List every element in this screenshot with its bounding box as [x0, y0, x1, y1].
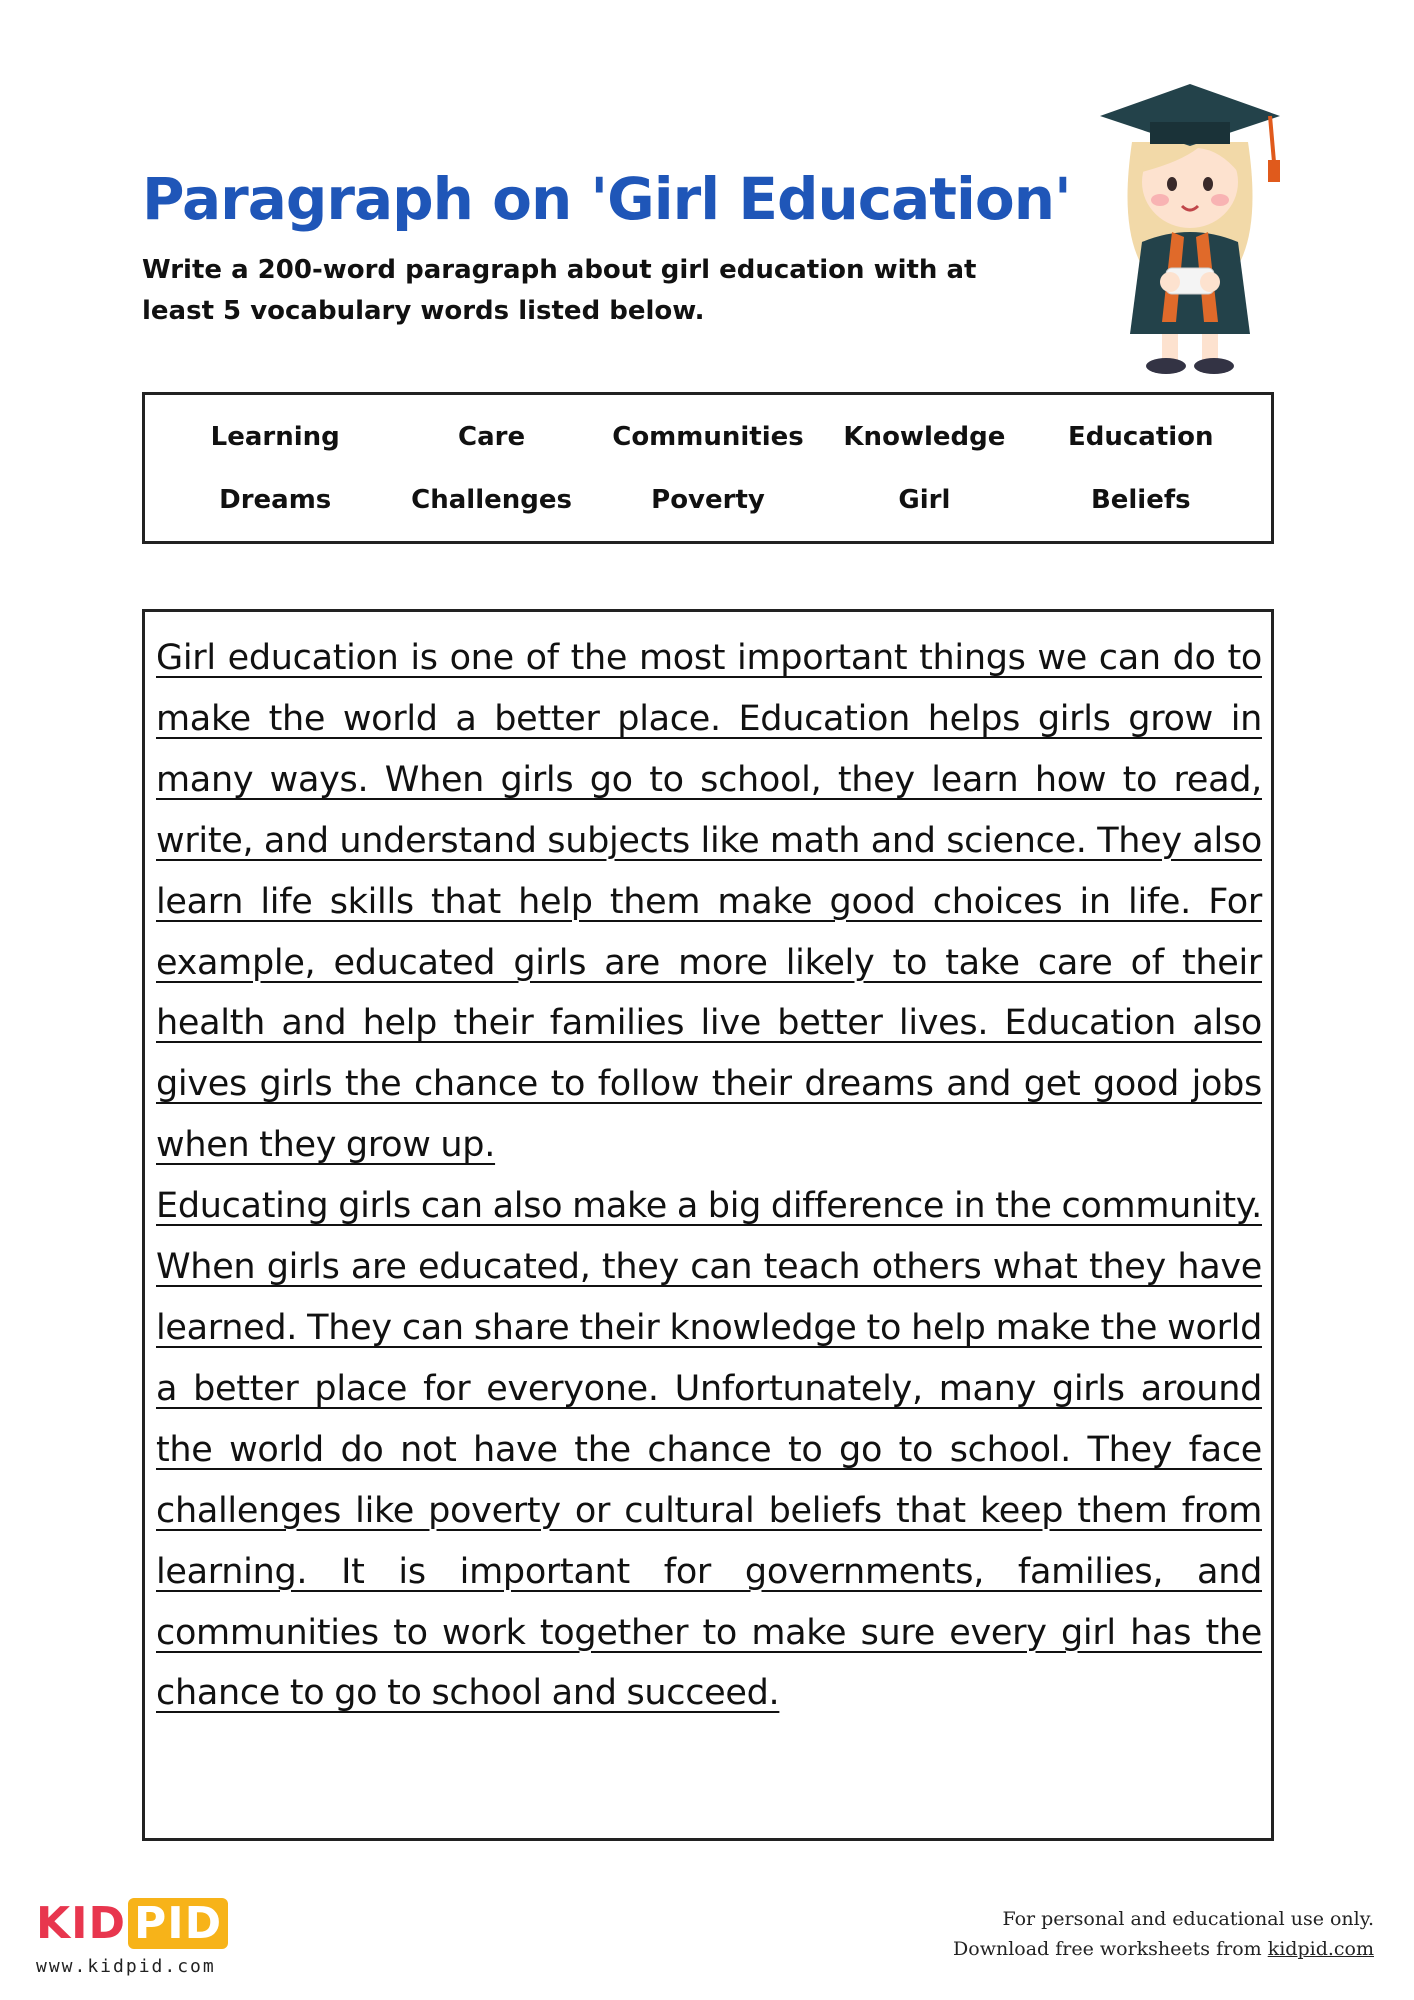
vocabulary-box — [142, 392, 1274, 544]
footer-line-2-prefix: Download free worksheets from — [953, 1938, 1262, 1960]
footer-note — [953, 1904, 1374, 1964]
vocab-word: Poverty — [651, 484, 765, 515]
vocab-word: Care — [458, 421, 526, 452]
vocab-word: Girl — [898, 484, 951, 515]
page-title: Paragraph on 'Girl Education' — [142, 165, 1071, 233]
paragraph-1: Girl education is one of the most important things we can do to make the world a better place. Education helps girls grow in many ways. When girls go to school, they learn how to read, write, and understand subjects like math and science. They also learn life skills that help them make good choices in life. For example, educated girls are more likely to take care of their health and help their families live better lives. Education also gives girls the chance to follow their dreams and get good jobs when they grow up. — [156, 638, 1262, 1166]
vocab-word: Challenges — [411, 484, 572, 515]
vocab-word: Learning — [210, 421, 340, 452]
footer-line-2 — [953, 1934, 1374, 1964]
website-url[interactable]: www.kidpid.com — [36, 1956, 216, 1977]
vocab-word: Education — [1068, 421, 1214, 452]
kidpid-logo — [36, 1898, 228, 1949]
instructions-text: Write a 200-word paragraph about girl education with at least 5 vocabulary words listed below. — [142, 255, 977, 326]
paragraph-box — [142, 609, 1274, 1841]
vocab-word: Dreams — [219, 484, 332, 515]
graduate-girl-illustration — [1080, 72, 1300, 378]
paragraph-2: Educating girls can also make a big difference in the community. When girls are educated, they can teach others what they have learned. They can share their knowledge to help make the world a better place for everyone. Unfortunately, many girls around the world do not have the chance to go to school. They face challenges like poverty or cultural beliefs that keep them from learning. It is important for governments, families, and communities to work together to make sure every girl has the chance to go to school and succeed. — [156, 1186, 1262, 1714]
logo-kid-text: KID — [36, 1898, 126, 1949]
footer-line-1: For personal and educational use only. — [1002, 1908, 1374, 1930]
vocab-word: Beliefs — [1090, 484, 1191, 515]
logo-pid-text: PID — [128, 1898, 228, 1949]
vocab-word: Communities — [612, 421, 804, 452]
kidpid-link[interactable]: kidpid.com — [1267, 1938, 1374, 1960]
vocab-word: Knowledge — [843, 421, 1006, 452]
